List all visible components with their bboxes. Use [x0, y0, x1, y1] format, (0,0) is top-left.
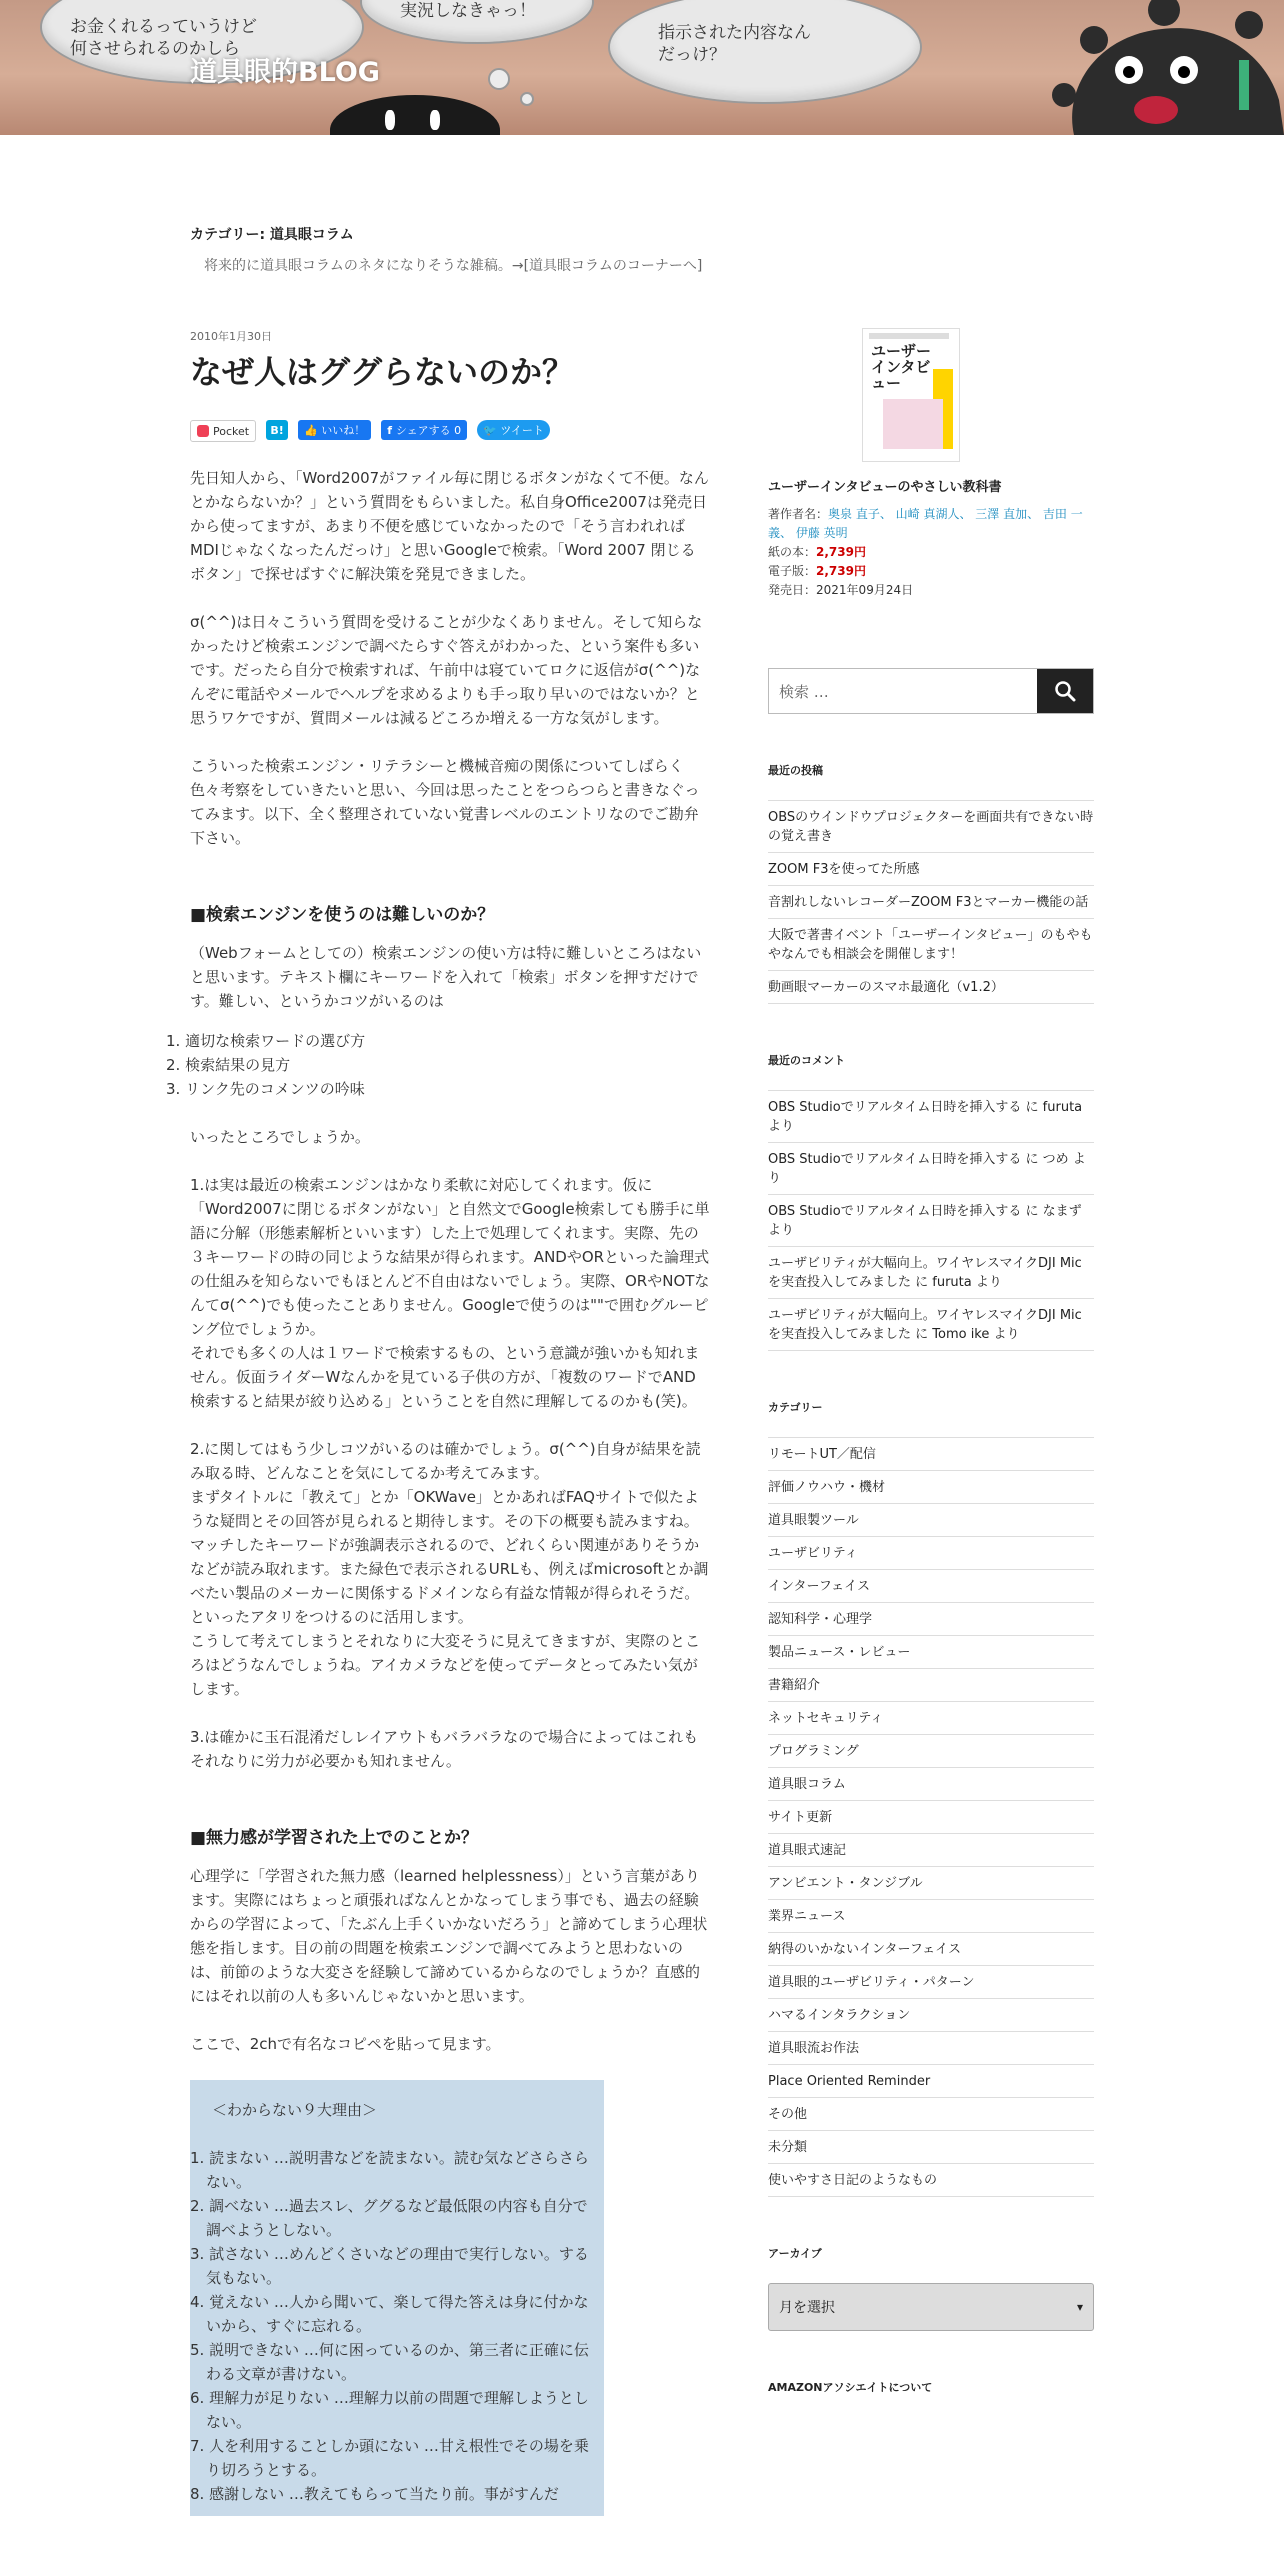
book-info: [768, 505, 1094, 600]
category-link[interactable]: アンビエント・タンジブル: [768, 1867, 1094, 1900]
quote-list: [190, 2146, 594, 2506]
bubble-dot: [488, 68, 510, 90]
categories-list: [768, 1437, 1094, 2197]
quote-item: 4. 覚えない …人から聞いて、楽して得た答えは身に付かないから、すぐに忘れる。: [190, 2293, 589, 2335]
monster-illustration: [1034, 0, 1284, 135]
widget-title-archive: アーカイブ: [768, 2247, 822, 2260]
paper-price: 2,739円: [816, 545, 866, 559]
thought-bubble-text: お金くれるっていうけど 何させられるのかしら: [70, 17, 257, 59]
category-link[interactable]: 書籍紹介: [768, 1669, 1094, 1702]
book-authors[interactable]: 奥泉 直子、 山崎 真湖人、 三澤 直加、 吉田 一義、 伊藤 英明: [768, 507, 1083, 540]
post-title[interactable]: なぜ人はググらないのか？: [190, 353, 575, 391]
post-paragraph: ここで、2chで有名なコピペを貼って見ます。: [190, 2035, 501, 2053]
site-title[interactable]: 道具眼的BLOG: [190, 57, 380, 88]
category-link[interactable]: 認知科学・心理学: [768, 1603, 1094, 1636]
search-button[interactable]: [1037, 669, 1093, 713]
ordered-list: [166, 1029, 710, 1101]
post-paragraph: 先日知人から、「Word2007がファイル毎に閉じるボタンがなくて不便。なんとかならないか？」という質問をもらいました。私自身Office2007は発売日から使ってますが、あまり不便を感じていなかったので「そう言われればMDIじゃなくなったんだっけ」と思いGoogleで検索。「Word 2007 閉じるボタン」で探せばすぐに解決策を発見できました。: [190, 469, 709, 583]
facebook-share-label: シェアする 0: [395, 424, 462, 437]
chevron-down-icon: ▾: [1076, 2300, 1083, 2314]
bubble-dot: [520, 92, 534, 106]
category-link[interactable]: 道具眼製ツール: [768, 1504, 1094, 1537]
category-link[interactable]: 道具眼流お作法: [768, 2032, 1094, 2065]
category-link[interactable]: 道具眼式速記: [768, 1834, 1094, 1867]
post-paragraph: （Webフォームとしての）検索エンジンの使い方は特に難しいところはないと思います。テキスト欄にキーワードを入れて「検索」ボタンを押すだけです。難しい、というかコツがいるのは: [190, 944, 702, 1010]
quote-item: 6. 理解力が足りない …理解力以前の問題で理解しようとしない。: [190, 2389, 589, 2431]
section-heading: ■検索エンジンを使うのは難しいのか？: [190, 905, 495, 925]
site-header: [0, 0, 1284, 135]
blockquote: [190, 2080, 604, 2516]
share-buttons: [190, 420, 710, 440]
post-paragraph: σ(^^)は日々こういう質問を受けることが少なくありません。そして知らなかったけど検索エンジンで調べたらすぐ答えがわかった、という案件も多いです。だったら自分で検索すれば、午前中は寝ていてロクに返信がσ(^^)なんぞに電話やメールでヘルプを求めるよりも手っ取り早いのではないか？と思うワケですが、質問メールは減るどころか増える一方な気がします。: [190, 613, 703, 727]
post-article: [166, 328, 710, 2516]
category-link[interactable]: 評価ノウハウ・機材: [768, 1471, 1094, 1504]
recent-comment-link[interactable]: ユーザビリティが大幅向上。ワイヤレスマイクDJI Micを実査投入してみました に Tomo ike より: [768, 1299, 1094, 1351]
book-cover-image[interactable]: [862, 328, 960, 462]
category-link[interactable]: その他: [768, 2098, 1094, 2131]
tweet-label: ツイート: [500, 424, 544, 437]
quote-title: ＜わからない９大理由＞: [212, 2101, 378, 2119]
recent-post-link[interactable]: OBSのウインドウプロジェクターを画面共有できない時の覚え書き: [768, 801, 1094, 853]
facebook-like-button[interactable]: [298, 420, 371, 440]
post-paragraph: 3.は確かに玉石混淆だしレイアウトもバラバラなので場合によってはこれもそれなりに労力が必要かも知れません。: [190, 1728, 699, 1770]
category-link[interactable]: Place Oriented Reminder: [768, 2065, 1094, 2098]
list-item: 2. 検索結果の見方: [166, 1056, 291, 1074]
ebook-price-label: 電子版：: [768, 564, 817, 578]
archive-title: カテゴリー: 道具眼コラム: [190, 227, 354, 243]
facebook-share-button[interactable]: [381, 420, 467, 440]
sidebar: [768, 328, 1094, 2417]
category-link[interactable]: サイト更新: [768, 1801, 1094, 1834]
post-date[interactable]: 2010年1月30日: [190, 330, 272, 343]
search-icon: [1054, 680, 1076, 702]
widget-title-recent-comments: 最近のコメント: [768, 1054, 845, 1067]
quote-item: 5. 説明できない …何に困っているのか、第三者に正確に伝わる文章が書けない。: [190, 2341, 589, 2383]
widget-title-categories: カテゴリー: [768, 1401, 823, 1414]
category-link[interactable]: ユーザビリティ: [768, 1537, 1094, 1570]
post-paragraph: 2.に関してはもう少しコツがいるのは確かでしょう。σ(^^)自身が結果を読み取る時、どんなことを気にしてるか考えてみます。 まずタイトルに「教えて」とか「OKWave」とかあればFAQサイトで似たような疑問とその回答が見られると期待します。その下の概要も読みますね。マッチしたキーワードが強調表示されるので、どれくらい関連がありそうかなどが読み取れます。また緑色で表示されるURLも、例えばmicrosoftとか調べたい製品のメーカーに関係するドメインなら有益な情報が得られそうだ。といったアタリをつけるのに活用します。 こうして考えてしまうとそれなりに大変そうに見えてきますが、実際のところはどうなんでしょうね。アイカメラなどを使ってデータとってみたい気がします。: [190, 1440, 709, 1698]
archive-month-select[interactable]: [768, 2283, 1094, 2331]
category-link[interactable]: ハマるインタラクション: [768, 1999, 1094, 2032]
recent-comment-link[interactable]: ユーザビリティが大幅向上。ワイヤレスマイクDJI Micを実査投入してみました に furuta より: [768, 1247, 1094, 1299]
category-link[interactable]: ネットセキュリティ: [768, 1702, 1094, 1735]
category-link[interactable]: 道具眼コラム: [768, 1768, 1094, 1801]
facebook-icon: f: [387, 423, 396, 437]
character-eye: [385, 110, 395, 130]
ebook-price: 2,739円: [816, 564, 866, 578]
recent-post-link[interactable]: 動画眼マーカーのスマホ最適化（v1.2）: [768, 971, 1094, 1004]
quote-item: 2. 調べない …過去スレ、ググるなど最低限の内容も自分で調べようとしない。: [190, 2197, 588, 2239]
release-date: 2021年09月24日: [816, 583, 914, 597]
pocket-button[interactable]: [190, 420, 256, 442]
search-input[interactable]: 検索 …: [779, 683, 829, 701]
recent-comment-link[interactable]: OBS Studioでリアルタイム日時を挿入する に furuta より: [768, 1091, 1094, 1143]
category-link[interactable]: インターフェイス: [768, 1570, 1094, 1603]
widget-title-amazon: AMAZONアソシエイトについて: [768, 2381, 933, 2394]
category-link[interactable]: 道具眼的ユーザビリティ・パターン: [768, 1966, 1094, 1999]
thought-bubble-text: 実況しなきゃっ！: [400, 1, 536, 21]
pocket-icon: [197, 425, 209, 437]
section-heading: ■無力感が学習された上でのことか？: [190, 1828, 479, 1848]
recent-comments-list: [768, 1090, 1094, 1351]
archive-description: 将来的に道具眼コラムのネタになりそうな雑稿。→[道具眼コラムのコーナーへ]: [204, 258, 703, 274]
post-paragraph: こういった検索エンジン・リテラシーと機械音痴の関係についてしばらく色々考察をしていきたいと思い、今回は思ったことをつらつらと書きなぐってみます。以下、全く整理されていない覚書レベルのエントリなのでご勘弁下さい。: [190, 757, 700, 847]
post-paragraph: 1.は実は最近の検索エンジンはかなり柔軟に対応してくれます。仮に「Word2007に閉じるボタンがない」と自然文でGoogle検索しても勝手に単語に分解（形態素解析といいます）した上で処理してくれます。実際、先の３キーワードの時の同じような結果が得られます。ANDやORといった論理式の仕組みを知らないでもほとんど不自由はないでしょう。実際、ORやNOTなんてσ(^^)でも使ったことありません。Googleで使うのは""で囲むグルーピング位でしょうか。 それでも多くの人は１ワードで検索するもの、という意識が強いかも知れません。仮面ライダーWなんかを見ている子供の方が、「複数のワードでAND検索すると結果が絞り込める」ということを自然に理解してるのかも(笑)。: [190, 1176, 710, 1410]
category-link[interactable]: 製品ニュース・レビュー: [768, 1636, 1094, 1669]
recent-post-link[interactable]: 音割れしないレコーダーZOOM F3とマーカー機能の話: [768, 886, 1094, 919]
recent-post-link[interactable]: ZOOM F3を使ってた所感: [768, 853, 1094, 886]
quote-item: 3. 試さない …めんどくさいなどの理由で実行しない。する気もない。: [190, 2245, 589, 2287]
twitter-icon: 🐦: [483, 423, 501, 437]
post-paragraph: いったところでしょうか。: [190, 1128, 370, 1146]
paper-price-label: 紙の本：: [768, 545, 817, 559]
quote-item: 8. 感謝しない …教えてもらって当たり前。事がすんだ: [190, 2485, 559, 2503]
hatena-bookmark-button[interactable]: B!: [266, 420, 288, 440]
book-cover-text: ユーザーインタビュー: [871, 342, 932, 392]
category-link[interactable]: 使いやすさ日記のようなもの: [768, 2164, 1094, 2197]
list-item: 3. リンク先のコメンツの吟味: [166, 1080, 365, 1098]
quote-item: 7. 人を利用することしか頭にない …甘え根性でその場を乗り切ろうとする。: [190, 2437, 589, 2479]
recent-posts-list: [768, 800, 1094, 1004]
quote-item: 1. 読まない …説明書などを読まない。読む気などさらさらない。: [190, 2149, 589, 2191]
tweet-button[interactable]: [477, 420, 550, 440]
cover-stripe: [869, 333, 949, 339]
category-link[interactable]: プログラミング: [768, 1735, 1094, 1768]
character-eye: [430, 110, 440, 130]
category-link[interactable]: 納得のいかないインターフェイス: [768, 1933, 1094, 1966]
thought-bubble-text: 指示された内容なん だっけ？: [658, 23, 811, 65]
archive-select-value: 月を選択: [779, 2300, 835, 2316]
book-title[interactable]: ユーザーインタビューのやさしい教科書: [768, 480, 1002, 495]
list-item: 1. 適切な検索ワードの選び方: [166, 1032, 366, 1050]
search-form: [768, 668, 1094, 714]
recent-post-link[interactable]: 大阪で著書イベント「ユーザーインタビュー」のもやもやなんでも相談会を開催します！: [768, 919, 1094, 971]
cover-illustration: [883, 399, 943, 449]
release-date-label: 発売日：: [768, 583, 817, 597]
facebook-like-label: いいね！: [321, 424, 366, 437]
pocket-label: Pocket: [213, 424, 250, 438]
recent-comment-link[interactable]: OBS Studioでリアルタイム日時を挿入する に つめ より: [768, 1143, 1094, 1195]
authors-label: 著作者名：: [768, 507, 829, 521]
thumbs-up-icon: 👍: [304, 423, 322, 437]
category-link[interactable]: リモートUT／配信: [768, 1438, 1094, 1471]
character-head: [330, 95, 500, 135]
post-paragraph: 心理学に「学習された無力感（learned helplessness）」という言葉があります。実際にはちょっと頑張ればなんとかなってしまう事でも、過去の経験からの学習によって、「たぶん上手くいかないだろう」と諦めてしまう心理状態を指します。目の前の問題を検索エンジンで調べてみようと思わないのは、前節のような大変さを経験して諦めているからなのでしょうか？直感的にはそれ以前の人も多いんじゃないかと思います。: [190, 1867, 708, 2005]
recent-comment-link[interactable]: OBS Studioでリアルタイム日時を挿入する に なまず より: [768, 1195, 1094, 1247]
category-link[interactable]: 未分類: [768, 2131, 1094, 2164]
widget-title-recent-posts: 最近の投稿: [768, 764, 823, 777]
category-link[interactable]: 業界ニュース: [768, 1900, 1094, 1933]
